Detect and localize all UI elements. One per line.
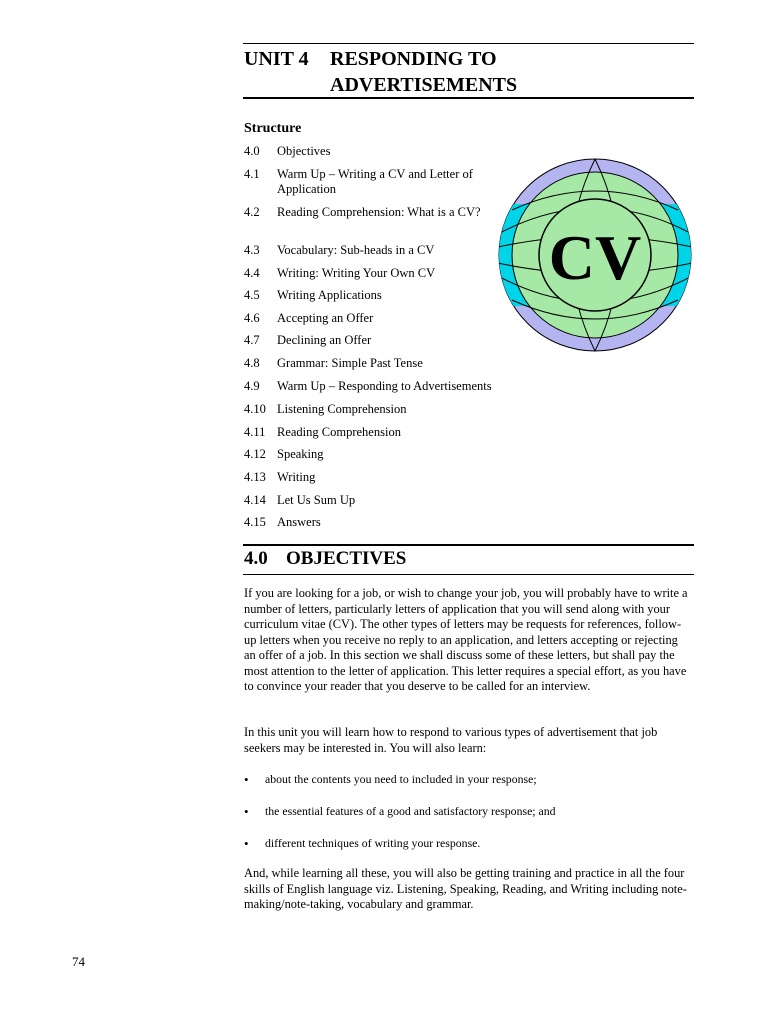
structure-item xyxy=(244,243,514,258)
structure-item xyxy=(244,447,514,462)
structure-item-number: 4.6 xyxy=(244,311,260,325)
unit-title-line1: RESPONDING TO xyxy=(330,48,497,70)
structure-item-number: 4.15 xyxy=(244,515,266,529)
structure-item-label: Accepting an Offer xyxy=(277,311,374,325)
objectives-paragraph-3: And, while learning all these, you will also be getting training and practice in all the four skills of English language viz. Listening, Speaking, Reading, and Writing including note-making/note-taking, vocabulary and grammar. xyxy=(244,866,687,911)
page-number: 74 xyxy=(72,954,85,969)
structure-item-label: Writing xyxy=(277,470,316,484)
objectives-paragraph-2: In this unit you will learn how to respond to various types of advertisement that job seekers may be interested in. You will also learn: xyxy=(244,725,658,755)
bullet-icon: • xyxy=(244,836,249,851)
structure-item-label: Warm Up – Responding to Advertisements xyxy=(277,379,492,393)
structure-item-number: 4.11 xyxy=(244,425,266,439)
structure-item xyxy=(244,470,514,485)
bullet-text: about the contents you need to included in your response; xyxy=(265,772,537,786)
structure-item-label: Declining an Offer xyxy=(277,333,372,347)
unit-title xyxy=(244,46,517,98)
structure-item-number: 4.9 xyxy=(244,379,260,393)
structure-item-number: 4.10 xyxy=(244,402,266,416)
structure-item xyxy=(244,311,514,326)
bullet-text: the essential features of a good and satisfactory response; and xyxy=(265,804,556,818)
structure-item-number: 4.2 xyxy=(244,205,260,219)
structure-item-number: 4.5 xyxy=(244,288,260,302)
structure-item-label: Answers xyxy=(277,515,321,529)
objectives-top-rule xyxy=(243,544,694,546)
structure-item xyxy=(244,515,514,530)
structure-heading: Structure xyxy=(244,121,302,136)
structure-item-label: Objectives xyxy=(277,144,331,158)
structure-item xyxy=(244,205,484,220)
structure-item xyxy=(244,266,514,281)
structure-item-number: 4.14 xyxy=(244,493,266,507)
bullet-text: different techniques of writing your response. xyxy=(265,836,481,850)
structure-item-label: Warm Up – Writing a CV and Letter of Application xyxy=(277,167,473,196)
structure-item-label: Speaking xyxy=(277,447,324,461)
structure-item-number: 4.7 xyxy=(244,333,260,347)
structure-item xyxy=(244,379,544,394)
objectives-paragraph-1: If you are looking for a job, or wish to change your job, you will probably have to write a number of letters, particularly letters of application that you will send along with your curriculum vitae (CV). The other types of letters may be requests for references, follow-up letters when you receive no reply to an application, and letters accepting or rejecting an offer of a job. In this section we shall discuss some of these letters, but shall pay the most attention to the letter of application. This letter requires a special effort, as you have to convince your reader that you deserve to be called for an interview. xyxy=(244,586,688,693)
structure-item-label: Listening Comprehension xyxy=(277,402,407,416)
structure-item-label: Reading Comprehension xyxy=(277,425,401,439)
objectives-number: 4.0 xyxy=(244,548,268,569)
title-bottom-rule xyxy=(243,97,694,99)
structure-item-number: 4.3 xyxy=(244,243,260,257)
structure-item-label: Reading Comprehension: What is a CV? xyxy=(277,205,481,219)
cv-globe-logo xyxy=(488,152,706,364)
structure-item xyxy=(244,288,514,303)
structure-item-label: Grammar: Simple Past Tense xyxy=(277,356,423,370)
structure-item-number: 4.4 xyxy=(244,266,260,280)
structure-item-label: Let Us Sum Up xyxy=(277,493,356,507)
objective-bullet-item xyxy=(244,804,556,819)
objectives-title: OBJECTIVES xyxy=(286,548,407,569)
objective-bullet-item xyxy=(244,772,537,787)
objective-bullet-item xyxy=(244,836,480,851)
structure-item-number: 4.0 xyxy=(244,144,260,158)
structure-item-number: 4.1 xyxy=(244,167,260,181)
bullet-icon: • xyxy=(244,772,249,787)
bullet-icon: • xyxy=(244,804,249,819)
structure-item xyxy=(244,493,514,508)
objectives-heading xyxy=(244,548,406,570)
objectives-bottom-rule xyxy=(243,574,694,575)
structure-item xyxy=(244,402,514,417)
structure-item xyxy=(244,144,514,159)
structure-item xyxy=(244,356,514,371)
structure-item-number: 4.8 xyxy=(244,356,260,370)
structure-item-number: 4.13 xyxy=(244,470,266,484)
structure-item-label: Writing: Writing Your Own CV xyxy=(277,266,436,280)
structure-item-label: Vocabulary: Sub-heads in a CV xyxy=(277,243,435,257)
structure-item xyxy=(244,425,514,440)
structure-item-label: Writing Applications xyxy=(277,288,382,302)
structure-item xyxy=(244,167,484,197)
title-top-rule xyxy=(243,43,694,44)
unit-title-line2: ADVERTISEMENTS xyxy=(330,74,518,96)
cv-logo-text: CV xyxy=(548,222,642,293)
unit-number: UNIT 4 xyxy=(244,48,309,70)
structure-item-number: 4.12 xyxy=(244,447,266,461)
structure-item xyxy=(244,333,514,348)
